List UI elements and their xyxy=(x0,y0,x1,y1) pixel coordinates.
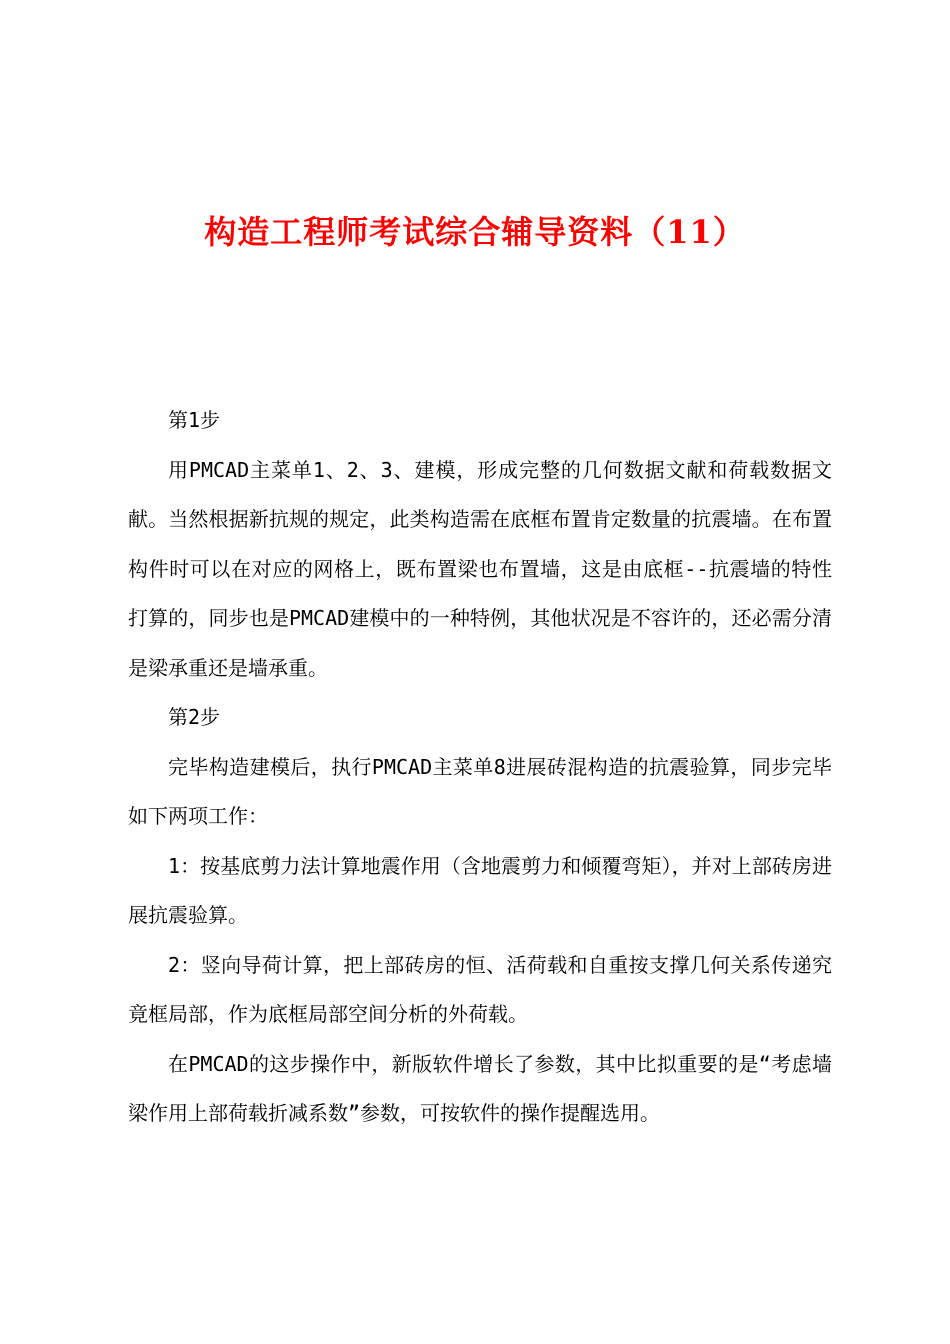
step-2-heading: 第2步 xyxy=(168,705,221,729)
step-1-heading: 第1步 xyxy=(168,408,221,432)
step-1-paragraph: 用PMCAD主菜单1、2、3、建模，形成完整的几何数据文献和荷载数据文献。当然根据新抗规的规定，此类构造需在底框布置肯定数量的抗震墙。在布置构件时可以在对应的网格上，既布置梁也布置墙，这是由底框--抗震墙的特性打算的，同步也是PMCAD建模中的一种特例，其他状况是不容许的，还必需分清是梁承重还是墙承重。 xyxy=(128,457,832,680)
step-2-item-1: 1：按基底剪力法计算地震作用（含地震剪力和倾覆弯矩），并对上部砖房进展抗震验算。 xyxy=(128,853,832,927)
step-2-intro-paragraph: 完毕构造建模后，执行PMCAD主菜单8进展砖混构造的抗震验算，同步完毕如下两项工作： xyxy=(128,754,832,828)
document-body xyxy=(128,396,832,1139)
document-title: 构造工程师考试综合辅导资料（11） xyxy=(204,213,746,251)
step-2-item-2: 2：竖向导荷计算，把上部砖房的恒、活荷载和自重按支撑几何关系传递究竟框局部，作为底框局部空间分析的外荷载。 xyxy=(128,952,832,1026)
pmcad-note-paragraph: 在PMCAD的这步操作中，新版软件增长了参数，其中比拟重要的是“考虑墙梁作用上部荷载折减系数”参数，可按软件的操作提醒选用。 xyxy=(128,1051,832,1125)
